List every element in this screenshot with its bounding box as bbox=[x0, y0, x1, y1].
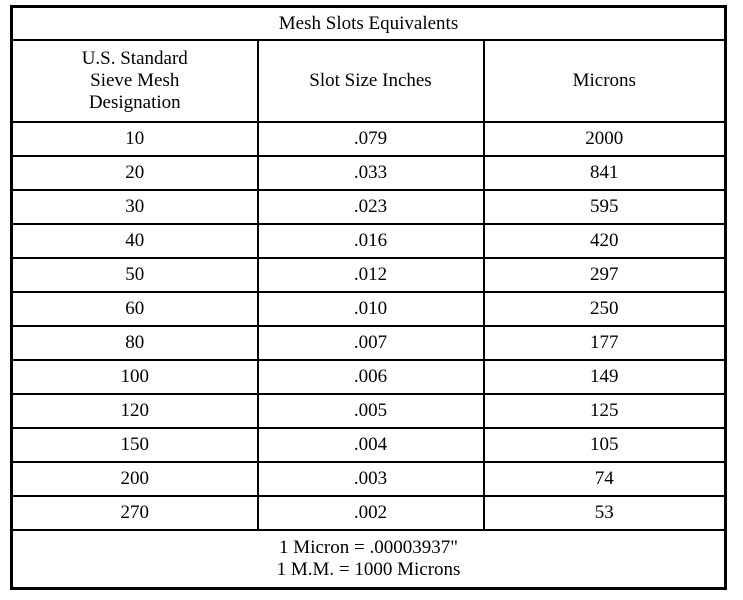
slot-size-cell: .006 bbox=[258, 360, 484, 394]
slot-size-cell: .033 bbox=[258, 156, 484, 190]
slot-size-cell: .012 bbox=[258, 258, 484, 292]
microns-cell: 177 bbox=[484, 326, 726, 360]
table-row bbox=[12, 224, 726, 258]
microns-cell: 2000 bbox=[484, 122, 726, 156]
mesh-cell: 120 bbox=[12, 394, 258, 428]
table-row bbox=[12, 258, 726, 292]
mesh-cell: 50 bbox=[12, 258, 258, 292]
footer-line-2: 1 M.M. = 1000 Microns bbox=[276, 559, 461, 580]
table-row bbox=[12, 496, 726, 530]
slot-size-cell: .004 bbox=[258, 428, 484, 462]
table-row bbox=[12, 326, 726, 360]
table-row bbox=[12, 394, 726, 428]
microns-cell: 53 bbox=[484, 496, 726, 530]
slot-size-cell: .079 bbox=[258, 122, 484, 156]
mesh-slots-table bbox=[10, 5, 727, 590]
footer-row bbox=[12, 530, 726, 589]
slot-size-cell: .010 bbox=[258, 292, 484, 326]
microns-cell: 74 bbox=[484, 462, 726, 496]
microns-cell: 841 bbox=[484, 156, 726, 190]
mesh-cell: 80 bbox=[12, 326, 258, 360]
mesh-cell: 200 bbox=[12, 462, 258, 496]
slot-size-cell: .003 bbox=[258, 462, 484, 496]
mesh-cell: 20 bbox=[12, 156, 258, 190]
microns-cell: 125 bbox=[484, 394, 726, 428]
header-mesh-line-2: Sieve Mesh bbox=[90, 70, 180, 91]
mesh-cell: 150 bbox=[12, 428, 258, 462]
header-row bbox=[12, 40, 726, 122]
microns-cell: 149 bbox=[484, 360, 726, 394]
header-mesh-line-3: Designation bbox=[88, 92, 181, 113]
mesh-cell: 100 bbox=[12, 360, 258, 394]
microns-cell: 250 bbox=[484, 292, 726, 326]
table-row bbox=[12, 292, 726, 326]
microns-cell: 105 bbox=[484, 428, 726, 462]
header-mesh-line-1: U.S. Standard bbox=[81, 48, 188, 69]
header-microns: Microns bbox=[484, 40, 726, 122]
table-body bbox=[12, 122, 726, 530]
table-row bbox=[12, 156, 726, 190]
microns-cell: 420 bbox=[484, 224, 726, 258]
mesh-cell: 270 bbox=[12, 496, 258, 530]
microns-cell: 297 bbox=[484, 258, 726, 292]
slot-size-cell: .005 bbox=[258, 394, 484, 428]
slot-size-cell: .016 bbox=[258, 224, 484, 258]
slot-size-cell: .007 bbox=[258, 326, 484, 360]
title-row bbox=[12, 7, 726, 41]
mesh-cell: 10 bbox=[12, 122, 258, 156]
header-mesh-designation bbox=[12, 40, 258, 122]
table-row bbox=[12, 428, 726, 462]
slot-size-cell: .002 bbox=[258, 496, 484, 530]
mesh-table-container bbox=[10, 5, 727, 590]
mesh-cell: 60 bbox=[12, 292, 258, 326]
header-slot-size: Slot Size Inches bbox=[258, 40, 484, 122]
slot-size-cell: .023 bbox=[258, 190, 484, 224]
table-row bbox=[12, 360, 726, 394]
table-footer bbox=[12, 530, 726, 589]
table-title: Mesh Slots Equivalents bbox=[12, 7, 726, 41]
mesh-cell: 30 bbox=[12, 190, 258, 224]
footer-line-1: 1 Micron = .00003937" bbox=[279, 537, 458, 558]
table-row bbox=[12, 190, 726, 224]
mesh-cell: 40 bbox=[12, 224, 258, 258]
microns-cell: 595 bbox=[484, 190, 726, 224]
table-row bbox=[12, 462, 726, 496]
table-row bbox=[12, 122, 726, 156]
